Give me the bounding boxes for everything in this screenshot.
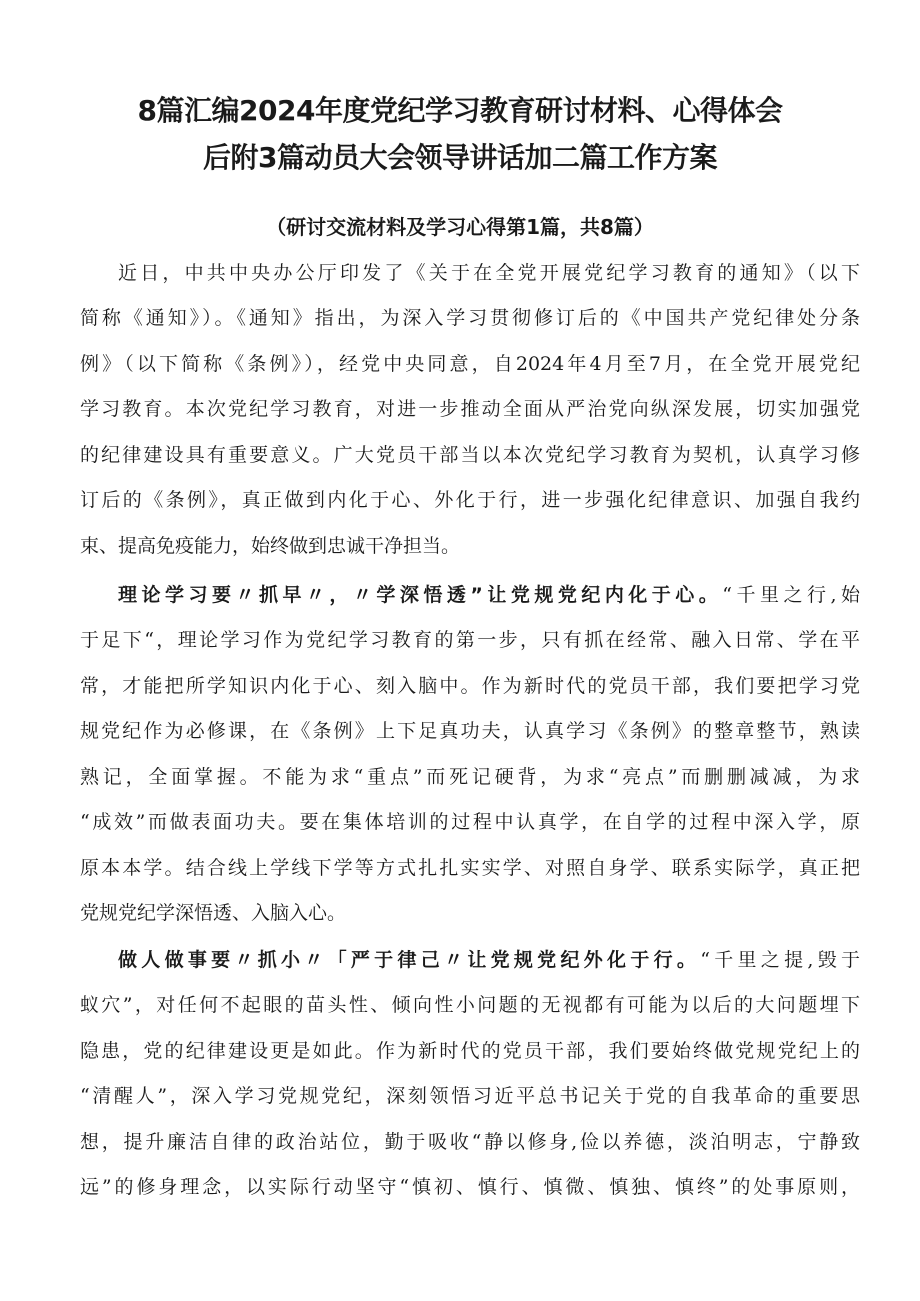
paragraph-1-line: 的纪律建设具有重要意义。广大党员干部当以本次党纪学习教育为契机，认真学习修 [80,444,860,466]
paragraph-1-line: 近日，中共中央办公厅印发了《关于在全党开展党纪学习教育的通知》（以下 [118,262,860,284]
paragraph-2-line: “成效”而做表面功夫。要在集体培训的过程中认真学，在自学的过程中深入学，原 [80,811,860,833]
paragraph-3-first-line-text: “千里之提,毁于 [700,949,860,971]
paragraph-2-line: 熟记，全面掌握。不能为求“重点”而死记硬背，为求“亮点”而删删减减，为求 [80,766,860,788]
document-subtitle: （研讨交流材料及学习心得第1篇，共8篇） [266,215,654,239]
paragraph-1-line: 束、提高免疫能力，始终做到忠诚干净担当。 [80,535,461,557]
paragraph-2-line: 规党纪作为必修课，在《条例》上下足真功夫，认真学习《条例》的整章整节，熟读 [80,720,860,742]
paragraph-2-lead-heading: 理论学习要〃抓早〃，〃学深悟透”让党规党纪内化于心。 [118,584,723,606]
paragraph-3-line: “清醒人”，深入学习党规党纪，深刻领悟习近平总书记关于党的自我革命的重要思 [80,1085,860,1107]
paragraph-2-line: 原本本学。结合线上学线下学等方式扎扎实实学、对照自身学、联系实际学，真正把 [80,857,860,879]
document-title-line-1: 8篇汇编2024年度党纪学习教育研讨材料、心得体会 [137,94,783,127]
paragraph-1-line: 学习教育。本次党纪学习教育，对进一步推动全面从严治党向纵深发展，切实加强党 [80,398,860,420]
paragraph-3-first-line [118,945,860,975]
paragraph-2-line: 党规党纪学深悟透、入脑入心。 [80,902,347,924]
paragraph-1-line: 简称《通知》）。《通知》指出，为深入学习贯彻修订后的《中国共产党纪律处分条 [80,307,860,329]
paragraph-2-line: 于足下“，理论学习作为党纪学习教育的第一步，只有抓在经常、融入日常、学在平 [80,629,860,651]
paragraph-1-line: 订后的《条例》，真正做到内化于心、外化于行，进一步强化纪律意识、加强自我约 [80,489,860,511]
paragraph-1-line: 例》（以下简称《条例》），经党中央同意，自2024年4月至7月，在全党开展党纪 [80,353,860,375]
paragraph-3-line: 蚁穴”，对任何不起眼的苗头性、倾向性小问题的无视都有可能为以后的大问题埋下 [80,994,860,1016]
document-title-line-2: 后附3篇动员大会领导讲话加二篇工作方案 [203,141,717,174]
paragraph-3-line: 想，提升廉洁自律的政治站位，勤于吸收“静以修身,俭以养德，淡泊明志，宁静致 [80,1131,860,1153]
paragraph-2-line: 常，才能把所学知识内化于心、刻入脑中。作为新时代的党员干部，我们要把学习党 [80,675,860,697]
paragraph-3-line: 隐患，党的纪律建设更是如此。作为新时代的党员干部，我们要始终做党规党纪上的 [80,1040,860,1062]
paragraph-3-lead-heading: 做人做事要〃抓小〃「严于律己〃让党规党纪外化于行。 [118,949,701,971]
paragraph-2-first-line [118,580,860,610]
paragraph-2-first-line-text: “千里之行,始 [722,584,860,606]
paragraph-3-line: 远”的修身理念，以实际行动坚守“慎初、慎行、慎微、慎独、慎终”的处事原则， [80,1176,860,1198]
